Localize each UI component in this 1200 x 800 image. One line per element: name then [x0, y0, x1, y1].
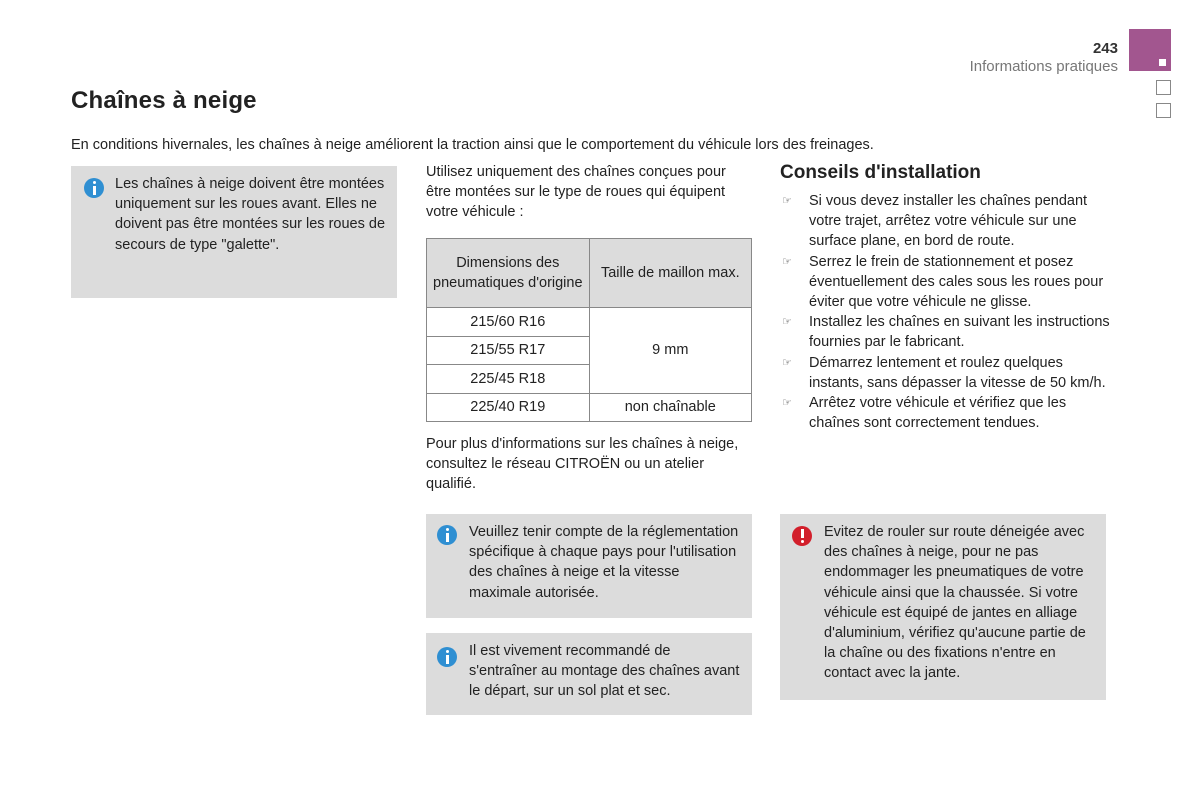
- hand-pointer-icon: ☞: [782, 195, 792, 207]
- hand-pointer-icon: ☞: [782, 397, 792, 410]
- step-text: Installez les chaînes en suivant les instructions fournies par le fabricant.: [809, 314, 1110, 351]
- note-training: [426, 633, 752, 715]
- hand-pointer-icon: ☞: [782, 356, 792, 369]
- install-steps-list: [780, 191, 1110, 433]
- intro-text: En conditions hivernales, les chaînes à neige améliorent la traction ainsi que le comportement du véhicule lors des freinages.: [71, 137, 874, 153]
- step-text: Démarrez lentement et roulez quelques instants, sans dépasser la vitesse de 50 km/h.: [809, 354, 1106, 391]
- table-row: [427, 308, 752, 337]
- chapter-tab-empty[interactable]: [1156, 103, 1171, 118]
- warning-note: [780, 514, 1106, 700]
- chapter-tab-empty[interactable]: [1156, 80, 1171, 95]
- table-cell-link-size: non chaînable: [589, 393, 751, 422]
- list-item: [780, 393, 1110, 433]
- step-text: Si vous devez installer les chaînes pendant votre trajet, arrêtez votre véhicule sur une surface plane, en bord de route.: [809, 193, 1088, 250]
- list-item: [780, 252, 1110, 313]
- note-regulation: [426, 514, 752, 618]
- table-cell-tyre-size: 225/45 R18: [427, 365, 590, 394]
- page-number: 243: [1092, 40, 1118, 57]
- table-row: [427, 393, 752, 422]
- tab-marker: [1159, 59, 1166, 66]
- chain-size-table: [426, 238, 752, 422]
- note-text: Il est vivement recommandé de s'entraîner au montage des chaînes avant le départ, sur un sol plat et sec.: [469, 643, 740, 700]
- more-info-text: Pour plus d'informations sur les chaînes à neige, consultez le réseau CITROËN ou un atelier qualifié.: [426, 436, 739, 493]
- note-front-wheels: [71, 166, 397, 298]
- note-text: Veuillez tenir compte de la réglementation spécifique à chaque pays pour l'utilisation des chaînes à neige et la vitesse maximale autorisée.: [469, 524, 739, 601]
- install-title: Conseils d'installation: [780, 162, 981, 183]
- list-item: [780, 353, 1110, 393]
- page-title: Chaînes à neige: [71, 87, 257, 114]
- table-cell-link-size: 9 mm: [589, 308, 751, 394]
- step-text: Arrêtez votre véhicule et vérifiez que les chaînes sont correctement tendues.: [809, 395, 1067, 432]
- chapter-tab-active[interactable]: [1129, 29, 1171, 71]
- warning-text: Evitez de rouler sur route déneigée avec des chaînes à neige, pour ne pas endommager les pneumatiques de votre véhicule ainsi que la chaussée. Si votre véhicule est équipé de jantes en alliage d'aluminium, vérifiez qu'aucune partie de la chaîne ou des fixations n'entre en contact avec la jante.: [824, 524, 1086, 682]
- usage-text: Utilisez uniquement des chaînes conçues pour être montées sur le type de roues qui équipent votre véhicule :: [426, 164, 726, 221]
- info-icon: [84, 178, 104, 198]
- table-cell-tyre-size: 215/60 R16: [427, 308, 590, 337]
- table-cell-tyre-size: 225/40 R19: [427, 393, 590, 422]
- list-item: [780, 191, 1110, 252]
- hand-pointer-icon: ☞: [782, 316, 792, 329]
- info-icon: [437, 525, 457, 545]
- list-item: [780, 312, 1110, 352]
- table-cell-tyre-size: 215/55 R17: [427, 336, 590, 365]
- step-text: Serrez le frein de stationnement et posez éventuellement des cales sous les roues pour éviter que votre véhicule ne glisse.: [809, 253, 1104, 311]
- info-icon: [437, 647, 457, 667]
- column-header-link-size: Taille de maillon max.: [589, 239, 751, 308]
- section-name: Informations pratiques: [969, 58, 1118, 75]
- warning-icon: [792, 526, 812, 546]
- table-header-row: [427, 239, 752, 308]
- note-text: Les chaînes à neige doivent être montées uniquement sur les roues avant. Elles ne doivent pas être montées sur les roues de secours de type "galette".: [115, 176, 386, 253]
- column-header-tyre-size: Dimensions des pneumatiques d'origine: [427, 239, 590, 308]
- hand-pointer-icon: ☞: [782, 255, 792, 268]
